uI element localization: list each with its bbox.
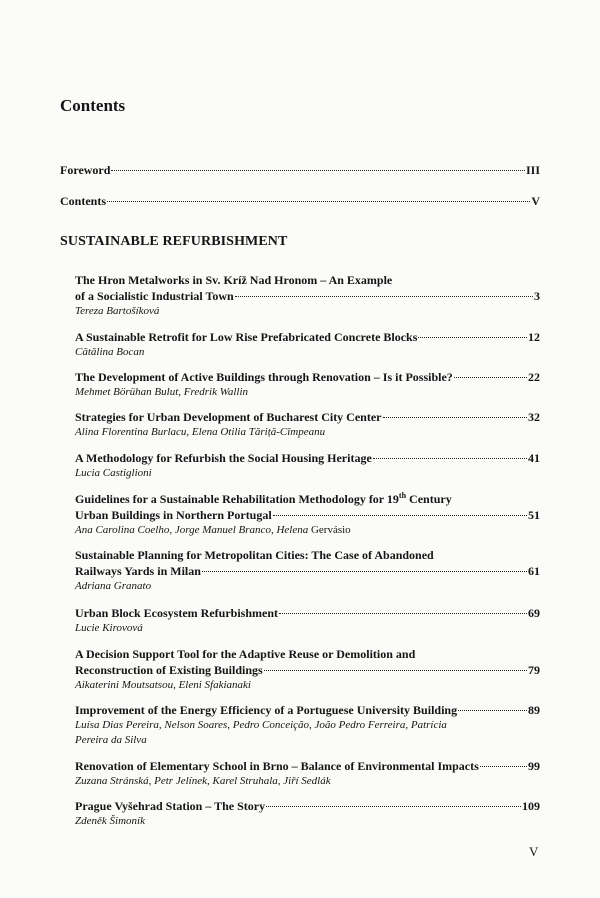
toc-entry[interactable] [75, 646, 540, 693]
page-number: 69 [528, 606, 540, 620]
entry-authors: Alina Florentina Burlacu, Elena Otilia Tăriță-Cîmpeanu [75, 426, 326, 438]
toc-entry[interactable] [75, 369, 540, 400]
entry-title-line: Sustainable Planning for Metropolitan Cities: The Case of Abandoned [75, 548, 434, 562]
page-number: 32 [528, 410, 540, 424]
toc-entry-foreword[interactable] [60, 163, 540, 178]
dot-leader [458, 710, 527, 711]
entry-title-line: Guidelines for a Sustainable Rehabilitation Methodology for 19th Century [75, 491, 452, 506]
section-heading: SUSTAINABLE REFURBISHMENT [60, 234, 288, 249]
entry-title: Contents [60, 194, 107, 208]
dot-leader [235, 296, 533, 297]
toc-entry[interactable] [75, 547, 540, 594]
toc-entry-contents[interactable] [60, 194, 540, 209]
toc-entry[interactable] [75, 798, 540, 829]
entry-title: Foreword [60, 163, 111, 177]
entry-title: Reconstruction of Existing Buildings [75, 663, 263, 677]
toc-entry[interactable] [75, 702, 540, 748]
dot-leader [266, 806, 521, 807]
toc-entry[interactable] [75, 272, 540, 319]
entry-title-line: The Hron Metalworks in Sv. Kríž Nad Hronom – An Example [75, 273, 393, 287]
page-number: 61 [528, 564, 540, 578]
dot-leader [107, 201, 530, 202]
entry-title: Improvement of the Energy Efficiency of a Portuguese University Building [75, 703, 458, 717]
page-number: 12 [528, 330, 540, 344]
entry-authors: Aikaterini Moutsatsou, Eleni Sfakianaki [75, 679, 251, 691]
dot-leader [273, 515, 527, 516]
toc-entry[interactable] [75, 605, 540, 636]
page-number: III [525, 163, 540, 177]
page-number: 99 [528, 759, 540, 773]
dot-leader [373, 458, 527, 459]
toc-entry[interactable] [75, 409, 540, 440]
entry-authors-continued: Pereira da Silva [75, 734, 147, 746]
page-number: V [531, 194, 540, 208]
entry-authors: Luísa Dias Pereira, Nelson Soares, Pedro Conceição, João Pedro Ferreira, Patrícia [75, 719, 447, 731]
entry-authors: Zdeněk Šimoník [75, 815, 145, 827]
entry-authors: Cătălina Bocan [75, 346, 145, 358]
entry-title: A Methodology for Refurbish the Social Housing Heritage [75, 451, 372, 465]
dot-leader [480, 766, 527, 767]
entry-authors: Ana Carolina Coelho, Jorge Manuel Branco, Helena Gervásio [75, 524, 351, 536]
dot-leader [202, 571, 527, 572]
entry-title: Railways Yards in Milan [75, 564, 201, 578]
dot-leader [383, 417, 528, 418]
entry-title: of a Socialistic Industrial Town [75, 289, 234, 303]
entry-title: A Sustainable Retrofit for Low Rise Prefabricated Concrete Blocks [75, 330, 418, 344]
entry-title-line: A Decision Support Tool for the Adaptive Reuse or Demolition and [75, 647, 416, 661]
toc-entry[interactable] [75, 450, 540, 481]
page-number: 41 [528, 451, 540, 465]
page-number: 109 [522, 799, 540, 813]
entry-title: Strategies for Urban Development of Bucharest City Center [75, 410, 382, 424]
entry-authors: Adriana Granato [75, 580, 152, 592]
page-number: 79 [528, 663, 540, 677]
dot-leader [418, 337, 527, 338]
page-number: 51 [528, 508, 540, 522]
dot-leader [454, 377, 527, 378]
dot-leader [264, 670, 527, 671]
toc-entry[interactable] [75, 758, 540, 789]
page-number: 3 [534, 289, 540, 303]
entry-authors: Lucie Kirovová [75, 622, 143, 634]
entry-title: Urban Buildings in Northern Portugal [75, 508, 272, 522]
toc-entry[interactable] [75, 329, 540, 360]
entry-authors: Mehmet Börühan Bulut, Fredrik Wallin [75, 386, 249, 398]
entry-authors: Tereza Bartošíková [75, 305, 160, 317]
entry-title: Renovation of Elementary School in Brno – Balance of Environmental Impacts [75, 759, 479, 773]
dot-leader [279, 613, 527, 614]
entry-title: Urban Block Ecosystem Refurbishment [75, 606, 278, 620]
page-number: 89 [528, 703, 540, 717]
dot-leader [111, 170, 525, 171]
entry-authors: Lucia Castiglioni [75, 467, 152, 479]
page-folio: V [529, 844, 539, 859]
page-number: 22 [528, 370, 540, 384]
page-heading: Contents [60, 96, 126, 115]
entry-title: The Development of Active Buildings through Renovation – Is it Possible? [75, 370, 453, 384]
entry-title: Prague Vyšehrad Station – The Story [75, 799, 266, 813]
entry-authors: Zuzana Stránská, Petr Jelínek, Karel Struhala, Jiří Sedlák [75, 775, 331, 787]
toc-entry[interactable] [75, 491, 540, 538]
